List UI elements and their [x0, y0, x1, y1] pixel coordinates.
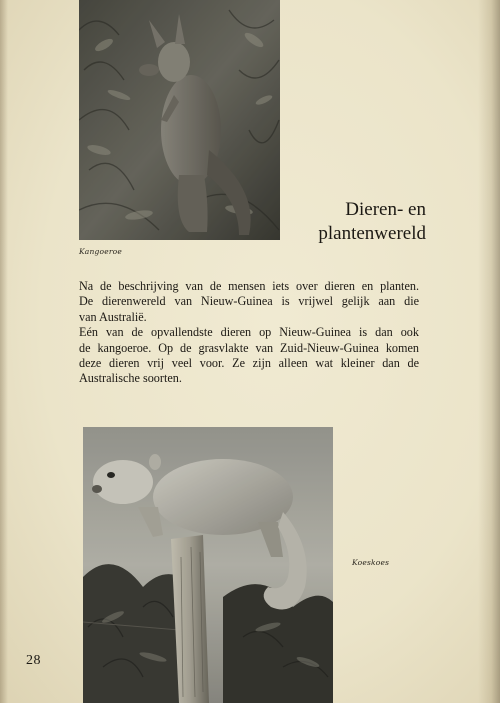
body-line: van Australië. [79, 309, 147, 324]
koeskoes-caption: Koeskoes [352, 558, 390, 567]
body-line: De dierenwereld van Nieuw-Guinea is vrijwel gelijk aan die [79, 294, 419, 309]
page-edge-shadow [478, 0, 500, 703]
body-line: Australische soorten. [79, 371, 182, 386]
body-line: de kangoeroe. Op de grasvlakte van Zuid-Nieuw-Guinea komen [79, 340, 419, 355]
page-number: 28 [26, 653, 41, 668]
koeskoes-photo [83, 427, 333, 703]
section-heading [318, 198, 426, 246]
heading-line-2: plantenwereld [318, 223, 426, 244]
heading-line-1: Dieren- en [345, 199, 426, 220]
kangaroo-caption: Kangoeroe [79, 247, 122, 256]
body-line: deze dieren vrij veel voor. Ze zijn alleen wat kleiner dan de [79, 356, 419, 371]
body-line: Na de beschrijving van de mensen iets over dieren en planten. [79, 279, 419, 293]
body-paragraph [79, 279, 419, 387]
page-gutter-shadow [0, 0, 8, 703]
body-line: Eén van de opvallendste dieren op Nieuw-Guinea is dan ook [79, 325, 419, 340]
kangaroo-photo [79, 0, 280, 240]
